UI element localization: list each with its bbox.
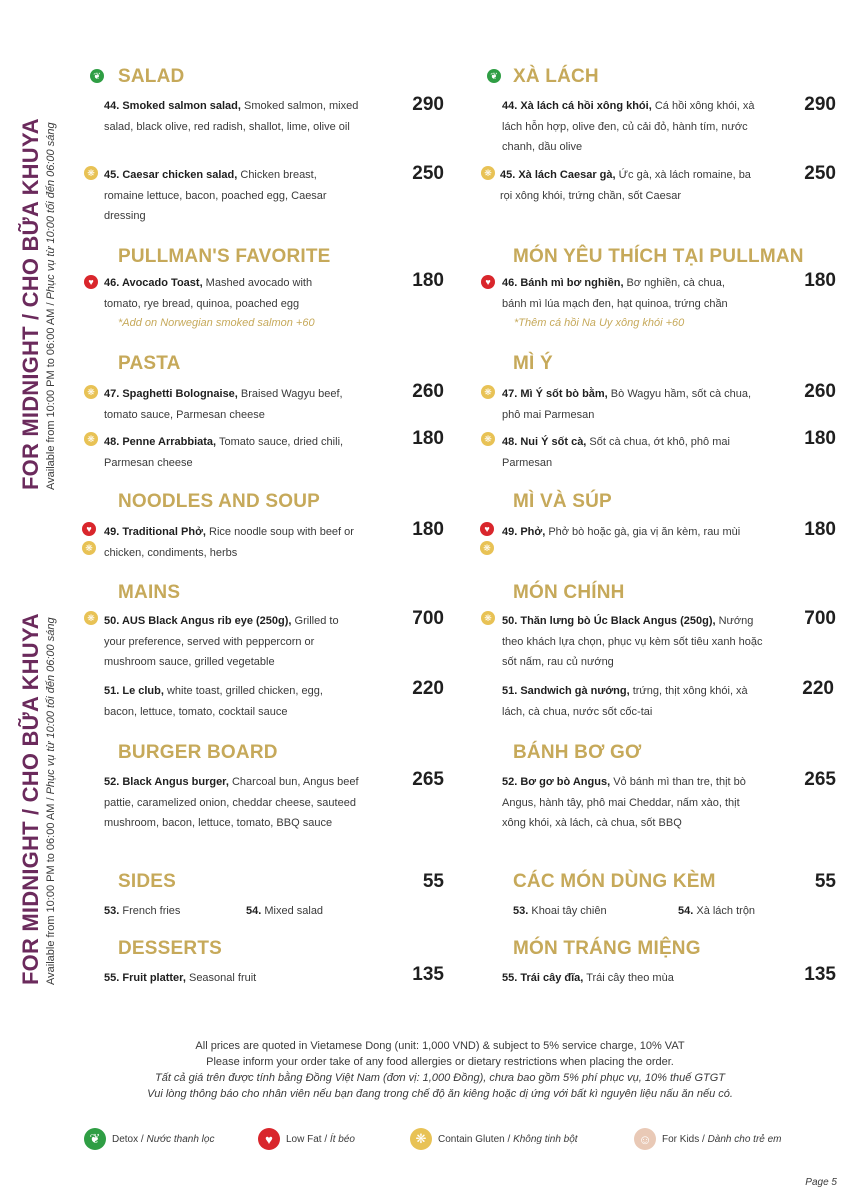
section-title-mains-vi: MÓN CHÍNH xyxy=(513,582,625,603)
price-46-vi: 180 xyxy=(804,270,836,291)
price-49: 180 xyxy=(412,519,444,540)
footer-line-1: All prices are quoted in Vietamese Dong (unit: 1,000 VND) & subject to 5% service charge, 10% VAT xyxy=(195,1040,685,1052)
price-50-vi: 700 xyxy=(804,608,836,629)
menu-item-46: 46. Avocado Toast, Mashed avocado with tomato, rye bread, quinoa, poached egg xyxy=(104,277,313,310)
vietnamese-menu-column xyxy=(478,0,843,1010)
wheat-icon: ❋ xyxy=(480,541,494,555)
banner-subtitle: Available from 10:00 PM to 06:00 AM / Phục vụ từ 10:00 tối đến 06:00 sáng xyxy=(45,617,57,985)
price-49-vi: 180 xyxy=(804,519,836,540)
heart-icon: ♥ xyxy=(481,275,495,289)
footer-line-4: Vui lòng thông báo cho nhân viên nếu bạn đang trong chế độ ăn kiêng hoặc dị ứng với bất kì nguyên liệu nấu ăn nếu có. xyxy=(147,1088,733,1100)
price-55-vi: 135 xyxy=(804,964,836,985)
price-50: 700 xyxy=(412,608,444,629)
banner-subtitle: Available from 10:00 PM to 06:00 AM / Phục vụ từ 10:00 tối đến 06:00 sáng xyxy=(45,122,57,490)
menu-item-54: 54. Mixed salad xyxy=(246,905,324,917)
wheat-icon: ❋ xyxy=(84,432,98,446)
menu-item-52: 52. Black Angus burger, Charcoal bun, Angus beef pattie, caramelized onion, cheddar cheese, sauteed mushroom, bacon, lettuce, tomato, BBQ sauce xyxy=(104,776,359,829)
section-title-salad: SALAD xyxy=(118,66,185,87)
english-menu-column xyxy=(82,0,452,1010)
section-title-noodles: NOODLES AND SOUP xyxy=(118,491,321,512)
wheat-icon: ❋ xyxy=(84,611,98,625)
footer-notes xyxy=(60,1038,820,1102)
icon-legend xyxy=(80,1128,820,1154)
section-title-favorite: PULLMAN'S FAVORITE xyxy=(118,246,331,267)
price-44-vi: 290 xyxy=(804,94,836,115)
section-title-pasta: PASTA xyxy=(118,353,181,374)
price-46: 180 xyxy=(412,270,444,291)
menu-item-55-vi: 55. Trái cây đĩa, Trái cây theo mùa xyxy=(502,972,674,984)
menu-item-48: 48. Penne Arrabbiata, Tomato sauce, dried chili, Parmesan cheese xyxy=(104,436,344,469)
price-45: 250 xyxy=(412,163,444,184)
section-title-salad-vi: XÀ LÁCH xyxy=(513,66,599,87)
legend-lowfat: ♥ Low Fat / Ít béo xyxy=(258,1128,355,1150)
price-51-vi: 220 xyxy=(802,678,834,699)
smiley-icon: ☺ xyxy=(634,1128,656,1150)
price-51: 220 xyxy=(412,678,444,699)
wheat-icon: ❋ xyxy=(481,385,495,399)
leaf-icon: ❦ xyxy=(84,1128,106,1150)
note-46: *Add on Norwegian smoked salmon +60 xyxy=(118,317,315,329)
menu-item-52-vi: 52. Bơ gơ bò Angus, Vỏ bánh mì than tre, thịt bò Angus, hành tây, phô mai Cheddar, nấm xào, thịt xông khói, xà lách, cà chua, sốt BBQ xyxy=(502,776,746,829)
price-44: 290 xyxy=(412,94,444,115)
menu-item-47-vi: 47. Mì Ý sốt bò bằm, Bò Wagyu hầm, sốt cà chua, phô mai Parmesan xyxy=(502,388,752,421)
wheat-icon: ❋ xyxy=(84,166,98,180)
menu-item-50-vi: 50. Thăn lưng bò Úc Black Angus (250g), Nướng theo khách lựa chọn, phục vụ kèm sốt tiêu xanh hoặc sốt nấm, rau củ nướng xyxy=(502,615,763,668)
section-title-favorite-vi: MÓN YÊU THÍCH TẠI PULLMAN xyxy=(513,246,804,267)
heart-icon: ♥ xyxy=(84,275,98,289)
price-52-vi: 265 xyxy=(804,769,836,790)
menu-item-55: 55. Fruit platter, Seasonal fruit xyxy=(104,972,257,984)
wheat-icon: ❋ xyxy=(82,541,96,555)
price-sides-vi: 55 xyxy=(814,871,836,892)
footer-line-2: Please inform your order take of any food allergies or dietary restrictions when placing the order. xyxy=(206,1056,674,1068)
menu-item-44: 44. Smoked salmon salad, Smoked salmon, mixed salad, black olive, red radish, shallot, lime, olive oil xyxy=(104,100,359,133)
section-title-sides: SIDES xyxy=(118,871,177,892)
section-title-pasta-vi: MÌ Ý xyxy=(513,353,553,374)
heart-icon: ♥ xyxy=(480,522,494,536)
wheat-icon: ❋ xyxy=(481,166,495,180)
banner-title: FOR MIDNIGHT / CHO BỮA KHUYA xyxy=(18,118,43,490)
menu-item-48-vi: 48. Nui Ý sốt cà, Sốt cà chua, ớt khô, phô mai Parmesan xyxy=(502,436,730,469)
price-45-vi: 250 xyxy=(804,163,836,184)
price-55: 135 xyxy=(412,964,444,985)
legend-detox: ❦ Detox / Nước thanh lọc xyxy=(84,1128,214,1150)
section-title-noodles-vi: MÌ VÀ SÚP xyxy=(513,491,612,512)
price-52: 265 xyxy=(412,769,444,790)
section-title-desserts-vi: MÓN TRÁNG MIỆNG xyxy=(513,938,701,959)
heart-icon: ♥ xyxy=(258,1128,280,1150)
price-48: 180 xyxy=(412,428,444,449)
wheat-icon: ❋ xyxy=(410,1128,432,1150)
menu-item-44-vi: 44. Xà lách cá hồi xông khói, Cá hồi xông khói, xà lách hỗn hợp, olive đen, củ cải đỏ, hành tím, nước chanh, dầu olive xyxy=(502,100,755,153)
section-title-burger: BURGER BOARD xyxy=(118,742,278,763)
section-title-sides-vi: CÁC MÓN DÙNG KÈM xyxy=(513,871,716,892)
section-title-desserts: DESSERTS xyxy=(118,938,223,959)
leaf-icon: ❦ xyxy=(487,69,501,83)
menu-item-50: 50. AUS Black Angus rib eye (250g), Grilled to your preference, served with peppercorn or mushroom sauce, grilled vegetable xyxy=(104,615,339,668)
menu-item-51: 51. Le club, white toast, grilled chicken, egg, bacon, lettuce, tomato, cocktail sauce xyxy=(104,685,323,718)
menu-item-49-vi: 49. Phở, Phở bò hoặc gà, gia vị ăn kèm, rau mùi xyxy=(502,526,741,538)
page-number: Page 5 xyxy=(805,1177,837,1188)
section-title-burger-vi: BÁNH BƠ GƠ xyxy=(513,742,642,763)
price-47: 260 xyxy=(412,381,444,402)
menu-item-49: 49. Traditional Phở, Rice noodle soup with beef or chicken, condiments, herbs xyxy=(104,526,354,559)
legend-kids: ☺ For Kids / Dành cho trẻ em xyxy=(634,1128,782,1150)
menu-item-53: 53. French fries xyxy=(104,905,181,917)
menu-item-54-vi: 54. Xà lách trộn xyxy=(678,905,756,917)
wheat-icon: ❋ xyxy=(84,385,98,399)
section-title-mains: MAINS xyxy=(118,582,181,603)
note-46-vi: *Thêm cá hồi Na Uy xông khói +60 xyxy=(514,317,685,329)
menu-item-45-vi: 45. Xà lách Caesar gà, Ức gà, xà lách romaine, ba rọi xông khói, trứng chần, sốt Caesar xyxy=(500,169,751,202)
footer-line-3: Tất cả giá trên được tính bằng Đồng Việt Nam (đơn vị: 1,000 Đồng), chưa bao gồm 5% phí phục vụ, 10% thuế GTGT xyxy=(154,1072,725,1084)
price-sides: 55 xyxy=(422,871,444,892)
wheat-icon: ❋ xyxy=(481,432,495,446)
heart-icon: ♥ xyxy=(82,522,96,536)
price-47-vi: 260 xyxy=(804,381,836,402)
banner-title: FOR MIDNIGHT / CHO BỮA KHUYA xyxy=(18,613,43,985)
price-48-vi: 180 xyxy=(804,428,836,449)
menu-item-53-vi: 53. Khoai tây chiên xyxy=(513,905,607,917)
menu-item-51-vi: 51. Sandwich gà nướng, trứng, thịt xông khói, xà lách, cà chua, nước sốt cốc-tai xyxy=(502,685,748,718)
leaf-icon: ❦ xyxy=(90,69,104,83)
legend-gluten: ❋ Contain Gluten / Không tinh bột xyxy=(410,1128,578,1150)
wheat-icon: ❋ xyxy=(481,611,495,625)
menu-item-46-vi: 46. Bánh mì bơ nghiền, Bơ nghiền, cà chua, bánh mì lúa mạch đen, hạt quinoa, trứng chần xyxy=(502,277,728,310)
menu-item-45: 45. Caesar chicken salad, Chicken breast, romaine lettuce, bacon, poached egg, Caesar dressing xyxy=(104,169,327,222)
menu-item-47: 47. Spaghetti Bolognaise, Braised Wagyu beef, tomato sauce, Parmesan cheese xyxy=(104,388,343,421)
